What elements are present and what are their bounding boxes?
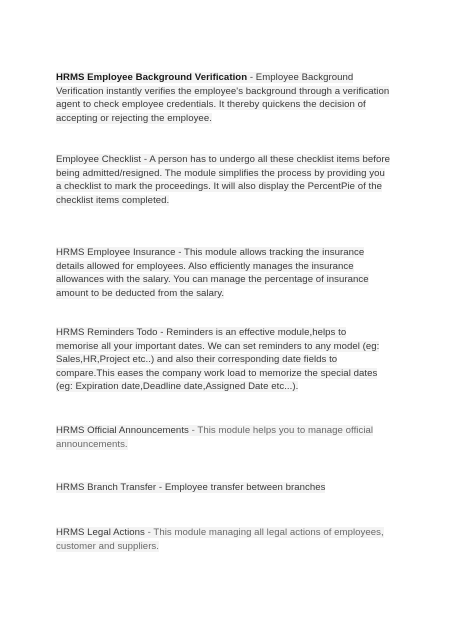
- section-body: This module managing all legal actions of employees, customer and suppliers.: [56, 527, 384, 552]
- section-legal-actions: [56, 526, 390, 553]
- section-heading: HRMS Employee Insurance: [56, 247, 176, 258]
- section-separator: -: [175, 247, 185, 258]
- section-employee-insurance: [56, 246, 390, 300]
- section-reminders-todo: [56, 326, 390, 394]
- section-separator: -: [144, 527, 154, 538]
- section-heading: HRMS Employee Background Verification: [56, 72, 248, 83]
- section-heading: HRMS Branch Transfer: [56, 482, 157, 493]
- section-separator: -: [188, 425, 198, 436]
- section-body: This module helps you to manage official announcements.: [56, 425, 374, 450]
- section-separator: -: [157, 327, 167, 338]
- section-body: Reminders is an effective module,helps to memorise all your important dates. We can set reminders to any model (eg: Sales,HR,Project etc..) and also their corresponding date fields to compare.This eases the company work load to memorize the special dates (eg: Expiration date,Deadline date,Assigned Date etc...).: [56, 327, 380, 393]
- section-heading: HRMS Reminders Todo: [56, 327, 158, 338]
- section-heading: Employee Checklist: [56, 154, 142, 165]
- section-official-announcements: [56, 424, 390, 451]
- section-separator: -: [247, 72, 256, 83]
- section-body: Employee Background Verification instantly verifies the employee's background through a verification agent to check employee credentials. It thereby quickens the decision of accepting or rejecting the employee.: [56, 72, 390, 124]
- section-separator: -: [141, 154, 150, 165]
- section-heading: HRMS Legal Actions: [56, 527, 145, 538]
- section-employee-checklist: [56, 153, 390, 207]
- section-heading: HRMS Official Announcements: [56, 425, 189, 436]
- section-body: This module allows tracking the insurance details allowed for employees. Also efficiently manages the insurance allowances with the salary. You can manage the percentage of insurance amount to be deducted from the salary.: [56, 247, 369, 299]
- section-body: A person has to undergo all these checklist items before being admitted/resigned. The module simplifies the process by providing you a checklist to mark the proceedings. It will also display the PercentPie of the checklist items completed.: [56, 154, 390, 206]
- section-branch-transfer: [56, 481, 390, 495]
- section-background-verification: [56, 71, 390, 125]
- section-body: Employee transfer between branches: [164, 482, 326, 493]
- section-separator: -: [156, 482, 165, 493]
